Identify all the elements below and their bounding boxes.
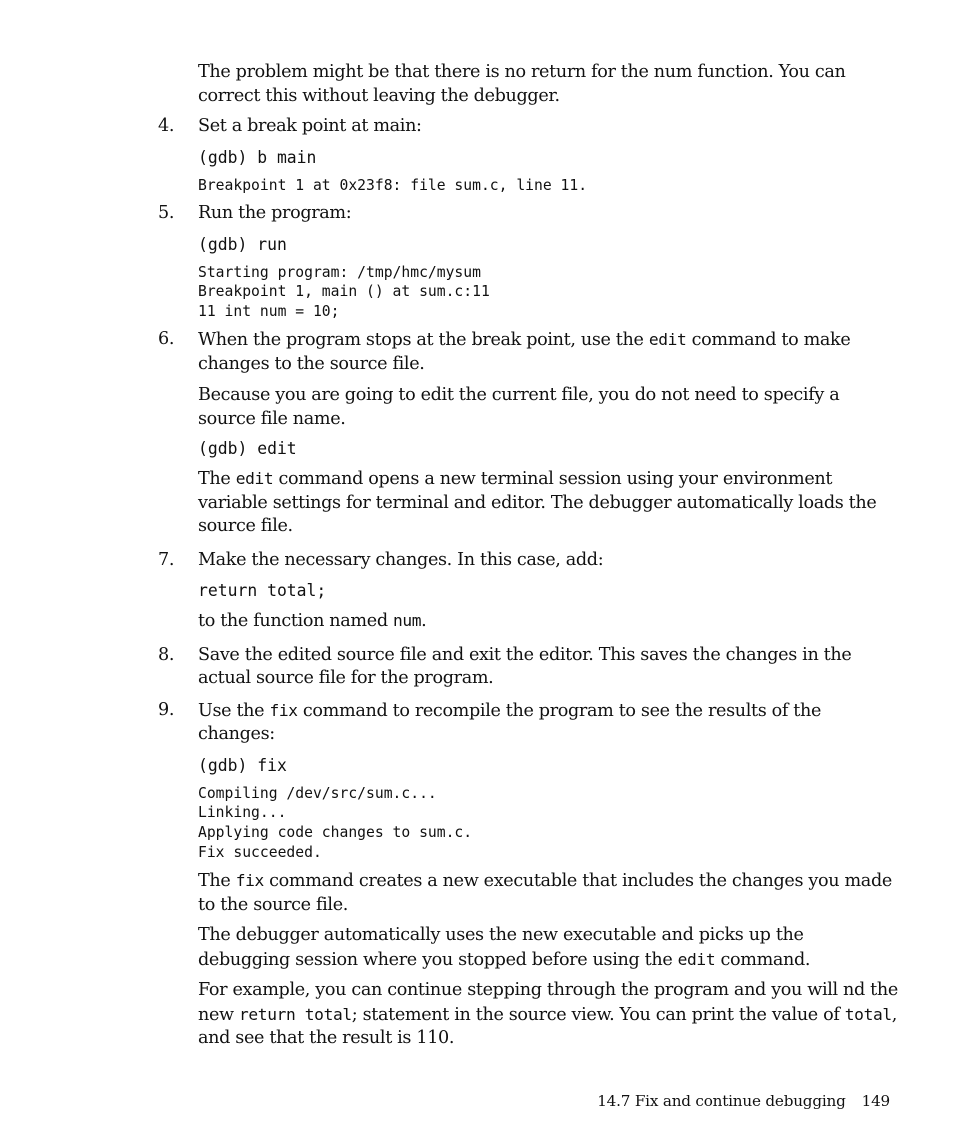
step-text-after: command to recompile the program to see the results of the changes: [198,700,822,745]
text: ; statement in the source view. You can print the value of [351,1004,840,1025]
output-line: Compiling /dev/src/sum.c... [198,784,437,802]
fix-explanation [198,869,898,917]
gdb-command: (gdb) edit [198,439,297,459]
step-text: Make the necessary changes. In this case, add: [198,549,604,570]
step-number: 8. [158,644,175,665]
inline-code: fix [269,700,298,720]
text: command creates a new executable that includes the changes you made to the source file. [198,871,892,915]
page-footer [597,1092,890,1110]
inline-code: fix [235,871,264,891]
step-4 [158,115,898,139]
text: command opens a new terminal session using your environment variable settings for terminal and editor. The debugger automatically loads the source file. [198,469,877,537]
text: The debugger automatically uses the new executable and picks up the debugging session where you stopped before using the [198,925,804,970]
gdb-output [198,176,898,196]
gdb-output [198,784,898,862]
step-text: Set a break point at main: [198,116,422,136]
step-7 [158,549,898,573]
page-number: 149 [861,1092,890,1110]
code-snippet: return total; [198,581,327,601]
output-line: Breakpoint 1, main () at sum.c:11 [198,283,490,301]
inline-code: return total [239,1004,352,1024]
step-9 [158,699,898,747]
text: The [198,871,231,892]
text: to the function named [198,611,388,632]
step-followup [198,609,898,634]
page-body [158,61,898,1058]
gdb-command: (gdb) run [198,234,287,254]
step-number: 4. [158,116,175,136]
inline-code: edit [235,469,274,489]
debugger-explanation [198,924,898,972]
inline-code: edit [648,330,687,350]
output-line: 11 int num = 10; [198,302,340,320]
output-line: Applying code changes to sum.c. [198,824,473,842]
step-8 [158,644,898,691]
step-text-before: Use the [198,700,265,721]
step-text: Run the program: [198,203,352,224]
text: For example, you can continue stepping through the program and you will nd the new [198,980,898,1025]
inline-code: total [844,1004,892,1024]
output-line: Fix succeeded. [198,843,322,861]
edit-explanation [198,467,898,539]
step-number: 7. [158,549,175,570]
output-line: Linking... [198,804,287,822]
inline-code: edit [677,949,716,969]
text: , and see that the result is 110. [198,1004,898,1049]
example-paragraph [198,979,898,1051]
gdb-command: (gdb) b main [198,147,317,167]
output-line: Starting program: /tmp/hmc/mysum [198,263,481,281]
step-text: Save the edited source file and exit the editor. This saves the changes in the actual source file for the program. [198,644,852,689]
text: The [198,469,231,490]
step-5 [158,202,898,226]
text: . [421,611,427,632]
intro-paragraph: The problem might be that there is no return for the num function. You can correct this without leaving the debugger. [198,62,846,106]
step-6 [158,328,898,376]
step-number: 6. [158,329,175,350]
step-text-before: When the program stops at the break point, use the [198,330,644,351]
step-note: Because you are going to edit the current file, you do not need to specify a source file name. [198,385,840,429]
step-text-after: command to make changes to the source file. [198,330,851,374]
output-line: Breakpoint 1 at 0x23f8: file sum.c, line 11. [198,176,588,194]
text: command. [720,949,811,970]
footer-section-title: 14.7 Fix and continue debugging [597,1092,846,1110]
step-number: 5. [158,203,175,224]
inline-code: num [392,611,422,631]
gdb-output [198,263,898,322]
gdb-command: (gdb) fix [198,755,287,775]
step-number: 9. [158,699,175,720]
